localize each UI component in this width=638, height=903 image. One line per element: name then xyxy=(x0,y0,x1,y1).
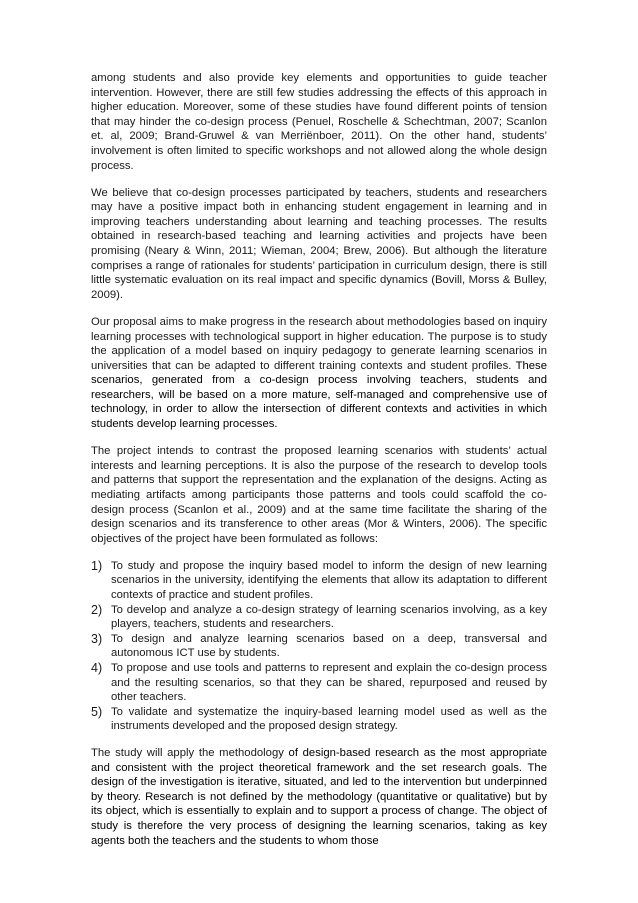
objective-number: 5) xyxy=(91,704,103,719)
objective-item xyxy=(91,705,547,734)
paragraph-4-text: The project intends to contrast the proposed learning scenarios with students’ actual interests and learning perceptions. It is also the purpose of the research to develop tools and patterns that support the representation and the explanation of the designs. Acting as mediating artifacts among participants those patterns and tools could scaffold the co-design process (Scanlon et al., 2009) and at the same time facilitate the sharing of the design scenarios and its transference to other areas (Mor & Winters, 2006). The specific objectives of the project have been formulated as follows: xyxy=(91,445,547,545)
paragraph-2-text: We believe that co-design processes participated by teachers, students and researchers may have a positive impact both in enhancing student engagement in learning and in improving teachers understanding about learning and teaching processes. The results obtained in research-based teaching and learning activities and projects have been promising (Neary & Winn, 2011; Wieman, 2004; Brew, 2006). But although the literature comprises a range of rationales for students’ participation in curriculum design, there is still little systematic evaluation on its real impact and specific dynamics (Bovill, Morss & Bulley, 2009). xyxy=(91,186,547,301)
closing-paragraph xyxy=(91,746,547,848)
objective-text: To develop and analyze a co-design strategy of learning scenarios involving, as a key players, teachers, students and researchers. xyxy=(111,603,547,631)
paragraph-3 xyxy=(91,315,547,432)
objective-number: 2) xyxy=(91,602,103,617)
document-page xyxy=(91,71,547,861)
objective-number: 3) xyxy=(91,631,103,646)
paragraph-1-text: among students and also provide key elements and opportunities to guide teacher intervention. However, there are still few studies addressing the effects of this approach in higher education. Moreover, some of these studies have found different points of tension that may hinder the co-design process (Penuel, Roschelle & Schechtman, 2007; Scanlon et. al, 2009; Brand-Gruwel & van Merriënboer, 2011). On the other hand, students’ involvement is often limited to specific workshops and not allowed along the whole design process. xyxy=(91,72,547,172)
objective-item xyxy=(91,603,547,632)
paragraph-2 xyxy=(91,186,547,303)
closing-paragraph-emphasis: of design-based research as the most appropriate and consistent with the project theoretical framework and the set research goals. The design of the investigation is iterative, situated, and led to the intervention but underpinned by theory. Research is not defined by the methodology (quantitative or qualitative) but by its object, which is essentially to explain and to support a process of change. The object of study is therefore the very process of designing the learning scenarios, taking as key agents both the teachers and the students to whom those xyxy=(91,746,547,847)
closing-paragraph-text: The study will apply the methodology xyxy=(91,746,289,759)
paragraph-4 xyxy=(91,444,547,546)
paragraph-3-text: Our proposal aims to make progress in the research about methodologies based on inquiry learning processes with technological support in higher education. The purpose is to study the application of a model based on inquiry pedagogy to generate learning scenarios in universities that can be adapted to different training contexts and student profiles. xyxy=(91,315,547,372)
objective-number: 4) xyxy=(91,660,103,675)
objective-text: To propose and use tools and patterns to represent and explain the co-design process and the resulting scenarios, so that they can be shared, repurposed and reused by other teachers. xyxy=(111,661,547,704)
objective-text: To study and propose the inquiry based model to inform the design of new learning scenarios in the university, identifying the elements that allow its adaptation to different contexts of practice and student profiles. xyxy=(111,559,547,601)
objective-number: 1) xyxy=(91,558,103,573)
objective-item xyxy=(91,661,547,705)
objective-item xyxy=(91,632,547,661)
paragraph-1 xyxy=(91,71,547,173)
paragraph-3-emphasis: These scenarios, generated from a co-design process involving teachers, students and researchers, will be based on a more mature, self-managed and comprehensive use of technology, in order to allow the intersection of different contexts and activities in which students develop learning processes. xyxy=(91,359,547,431)
objective-item xyxy=(91,559,547,603)
objectives-list xyxy=(91,559,547,734)
objective-text: To design and analyze learning scenarios based on a deep, transversal and autonomous ICT use by students. xyxy=(111,632,547,660)
objective-text: To validate and systematize the inquiry-based learning model used as well as the instruments developed and the proposed design strategy. xyxy=(111,705,547,733)
